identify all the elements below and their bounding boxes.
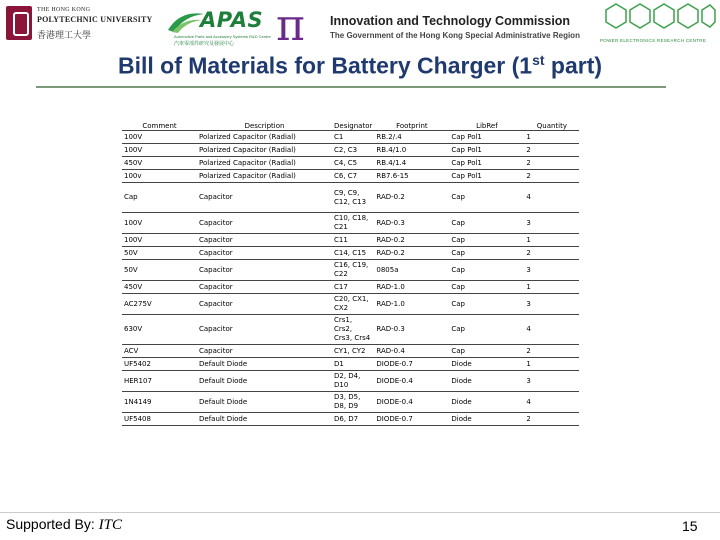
- cell-footprint: RB.4/1.0: [374, 144, 449, 157]
- cell-quantity: 3: [524, 294, 579, 315]
- table-row: [122, 157, 579, 170]
- cell-comment: AC275V: [122, 294, 197, 315]
- table-row: [122, 413, 579, 426]
- cell-description: Capacitor: [197, 183, 332, 213]
- title-tail: part): [544, 52, 603, 79]
- cell-designator: Crs1, Crs2, Crs3, Crs4: [332, 315, 374, 345]
- cell-footprint: DIODE-0.7: [374, 358, 449, 371]
- cell-comment: 100V: [122, 234, 197, 247]
- cell-description: Polarized Capacitor (Radial): [197, 157, 332, 170]
- cell-description: Default Diode: [197, 413, 332, 426]
- cell-comment: 630V: [122, 315, 197, 345]
- cell-libref: Cap: [449, 183, 524, 213]
- cell-comment: 100V: [122, 213, 197, 234]
- apas-wordmark: APAS: [200, 8, 264, 32]
- page-number: 15: [682, 518, 698, 534]
- cell-designator: CY1, CY2: [332, 345, 374, 358]
- polyu-line2: POLYTECHNIC UNIVERSITY: [37, 15, 153, 24]
- cell-libref: Cap: [449, 281, 524, 294]
- cell-description: Polarized Capacitor (Radial): [197, 170, 332, 183]
- header-libref: LibRef: [449, 121, 524, 131]
- cell-quantity: 1: [524, 131, 579, 144]
- cell-quantity: 2: [524, 345, 579, 358]
- table-row: [122, 281, 579, 294]
- cell-comment: UF5402: [122, 358, 197, 371]
- cell-designator: C9, C9, C12, C13: [332, 183, 374, 213]
- cell-libref: Cap: [449, 260, 524, 281]
- cell-quantity: 3: [524, 371, 579, 392]
- cell-comment: 50V: [122, 247, 197, 260]
- cell-footprint: RB.2/.4: [374, 131, 449, 144]
- cell-quantity: 1: [524, 358, 579, 371]
- table-row: [122, 234, 579, 247]
- polyu-line1: THE HONG KONG: [37, 7, 91, 13]
- cell-footprint: RAD-0.2: [374, 247, 449, 260]
- table-header-row: [122, 121, 579, 131]
- apas-subtitle-en: Automotive Parts and Accessory Systems R&D Centre: [174, 34, 271, 39]
- title-main: Bill of Materials for Battery Charger (1: [117, 52, 533, 79]
- cell-quantity: 3: [524, 213, 579, 234]
- table-row: [122, 345, 579, 358]
- table-row: [122, 131, 579, 144]
- header-footprint: Footprint: [374, 121, 449, 131]
- cell-designator: C17: [332, 281, 374, 294]
- cell-quantity: 2: [524, 413, 579, 426]
- title-divider: [36, 86, 666, 88]
- cell-designator: C20, CX1, CX2: [332, 294, 374, 315]
- cell-description: Default Diode: [197, 392, 332, 413]
- cell-description: Capacitor: [197, 281, 332, 294]
- table-body: [122, 131, 579, 426]
- cell-footprint: DIODE-0.4: [374, 392, 449, 413]
- table-row: [122, 315, 579, 345]
- polyu-emblem-icon: [6, 6, 32, 40]
- cell-libref: Cap: [449, 294, 524, 315]
- cell-description: Default Diode: [197, 371, 332, 392]
- cell-description: Polarized Capacitor (Radial): [197, 144, 332, 157]
- table-row: [122, 170, 579, 183]
- perc-logo: [596, 2, 718, 48]
- cell-footprint: RAD-1.0: [374, 294, 449, 315]
- cell-designator: C10, C18, C21: [332, 213, 374, 234]
- cell-libref: Diode: [449, 371, 524, 392]
- cell-libref: Cap Pol1: [449, 144, 524, 157]
- polyu-logo: [6, 6, 156, 42]
- cell-quantity: 2: [524, 157, 579, 170]
- cell-comment: ACV: [122, 345, 197, 358]
- cell-designator: C4, C5: [332, 157, 374, 170]
- table-row: [122, 213, 579, 234]
- cell-designator: D6, D7: [332, 413, 374, 426]
- cell-quantity: 4: [524, 392, 579, 413]
- cell-footprint: RAD-0.2: [374, 183, 449, 213]
- cell-comment: 450V: [122, 157, 197, 170]
- cell-description: Capacitor: [197, 234, 332, 247]
- page-title: [0, 52, 720, 80]
- cell-libref: Cap: [449, 247, 524, 260]
- cell-libref: Cap: [449, 213, 524, 234]
- cell-description: Capacitor: [197, 213, 332, 234]
- cell-footprint: RB7.6-15: [374, 170, 449, 183]
- cell-footprint: RAD-0.4: [374, 345, 449, 358]
- cell-description: Capacitor: [197, 345, 332, 358]
- header-designator: Designator: [334, 121, 373, 130]
- cell-comment: 50V: [122, 260, 197, 281]
- cell-designator: C16, C19, C22: [332, 260, 374, 281]
- table-row: [122, 294, 579, 315]
- header-quantity: Quantity: [524, 121, 579, 131]
- table-row: [122, 358, 579, 371]
- cell-designator: D3, D5, D8, D9: [332, 392, 374, 413]
- cell-designator: D2, D4, D10: [332, 371, 374, 392]
- cell-comment: 450V: [122, 281, 197, 294]
- header-description: Description: [197, 121, 332, 131]
- cell-footprint: RB.4/1.4: [374, 157, 449, 170]
- table-row: [122, 260, 579, 281]
- itc-subtitle: The Government of the Hong Kong Special Administrative Region: [330, 31, 580, 40]
- cell-designator: C11: [332, 234, 374, 247]
- cell-footprint: DIODE-0.4: [374, 371, 449, 392]
- table-row: [122, 392, 579, 413]
- perc-hexagon-icon: [596, 2, 716, 38]
- cell-quantity: 3: [524, 260, 579, 281]
- cell-description: Capacitor: [197, 315, 332, 345]
- cell-libref: Diode: [449, 413, 524, 426]
- cell-quantity: 2: [524, 144, 579, 157]
- cell-quantity: 4: [524, 315, 579, 345]
- table-row: [122, 371, 579, 392]
- apas-logo: [166, 6, 271, 47]
- perc-caption: POWER ELECTRONICS RESEARCH CENTRE: [600, 38, 707, 43]
- cell-footprint: RAD-1.0: [374, 281, 449, 294]
- cell-libref: Cap: [449, 315, 524, 345]
- cell-designator: C2, C3: [332, 144, 374, 157]
- cell-comment: UF5408: [122, 413, 197, 426]
- cell-description: Capacitor: [197, 247, 332, 260]
- polyu-chinese: 香港理工大學: [37, 31, 92, 41]
- cell-quantity: 2: [524, 170, 579, 183]
- cell-description: Capacitor: [197, 294, 332, 315]
- cell-quantity: 4: [524, 183, 579, 213]
- cell-quantity: 1: [524, 234, 579, 247]
- cell-designator: C14, C15: [332, 247, 374, 260]
- cell-designator: D1: [332, 358, 374, 371]
- cell-libref: Cap Pol1: [449, 157, 524, 170]
- cell-libref: Diode: [449, 392, 524, 413]
- table-row: [122, 144, 579, 157]
- cell-comment: 100V: [122, 144, 197, 157]
- cell-footprint: RAD-0.3: [374, 315, 449, 345]
- cell-description: Polarized Capacitor (Radial): [197, 131, 332, 144]
- cell-description: Default Diode: [197, 358, 332, 371]
- cell-footprint: RAD-0.3: [374, 213, 449, 234]
- cell-comment: 100V: [122, 131, 197, 144]
- cell-comment: Cap: [122, 183, 197, 213]
- footer-divider: [0, 512, 720, 513]
- cell-libref: Cap: [449, 234, 524, 247]
- bom-table: [122, 121, 579, 426]
- cell-comment: HER107: [122, 371, 197, 392]
- cell-designator: C6, C7: [332, 170, 374, 183]
- header-comment: Comment: [122, 121, 197, 131]
- apas-subtitle-zh: 汽車零部件研究及發展中心: [174, 41, 235, 47]
- cell-footprint: RAD-0.2: [374, 234, 449, 247]
- cell-comment: 1N4149: [122, 392, 197, 413]
- cell-libref: Cap: [449, 345, 524, 358]
- cell-footprint: DIODE-0.7: [374, 413, 449, 426]
- cell-libref: Cap Pol1: [449, 170, 524, 183]
- cell-quantity: 1: [524, 281, 579, 294]
- itc-pi-icon: π: [276, 0, 305, 51]
- supported-by-label: Supported By:: [6, 516, 99, 532]
- cell-quantity: 2: [524, 247, 579, 260]
- itc-title: Innovation and Technology Commission: [330, 14, 571, 28]
- table-row: [122, 247, 579, 260]
- supporter-name: ITC: [98, 517, 122, 533]
- cell-libref: Cap Pol1: [449, 131, 524, 144]
- cell-libref: Diode: [449, 358, 524, 371]
- table-row: [122, 183, 579, 213]
- cell-description: Capacitor: [197, 260, 332, 281]
- cell-footprint: 0805a: [374, 260, 449, 281]
- cell-comment: 100v: [122, 170, 197, 183]
- cell-designator: C1: [332, 131, 374, 144]
- supported-by: [6, 516, 122, 534]
- title-superscript: st: [532, 52, 545, 68]
